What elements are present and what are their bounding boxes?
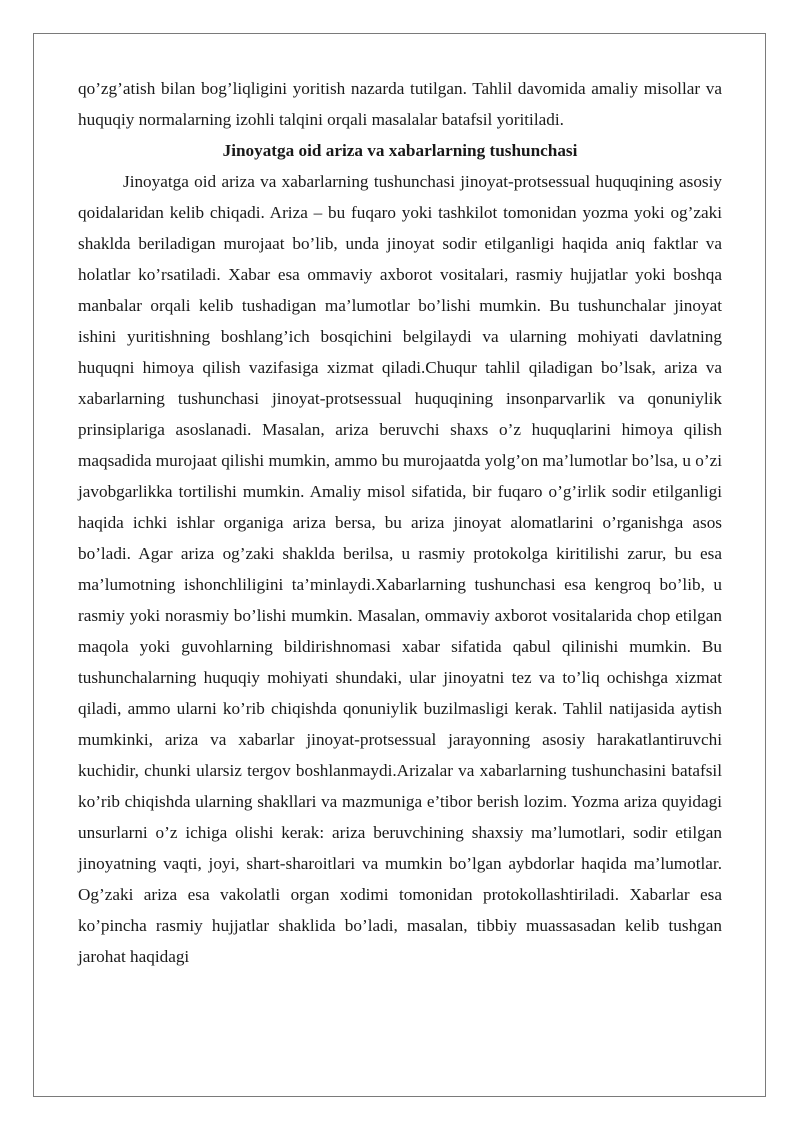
continuation-paragraph: qo’zg’atish bilan bog’liqligini yoritish nazarda tutilgan. Tahlil davomida amaliy misollar va huquqiy normalarning izohli talqini orqali masalalar batafsil yoritiladi. [78, 79, 722, 129]
document-body [78, 73, 722, 972]
section-heading: Jinoyatga oid ariza va xabarlarning tushunchasi [222, 141, 578, 160]
body-paragraph: Jinoyatga oid ariza va xabarlarning tushunchasi jinoyat-protsessual huquqining asosiy qoidalaridan kelib chiqadi. Ariza – bu fuqaro yoki tashkilot tomonidan yozma yoki og’zaki shaklda beriladigan murojaat bo’lib, unda jinoyat sodir etilganligi haqida aniq faktlar va holatlar ko’rsatiladi. Xabar esa ommaviy axborot vositalari, rasmiy hujjatlar yoki boshqa manbalar orqali kelib tushadigan ma’lumotlar bo’lishi mumkin. Bu tushunchalar jinoyat ishini yuritishning boshlang’ich bosqichini belgilaydi va ularning mohiyati davlatning huquqni himoya qilish vazifasiga xizmat qiladi.Chuqur tahlil qiladigan bo’lsak, ariza va xabarlarning tushunchasi jinoyat-protsessual huquqining insonparvarlik va qonuniylik prinsiplariga asoslanadi. Masalan, ariza beruvchi shaxs o’z huquqlarini himoya qilish maqsadida murojaat qilishi mumkin, ammo bu murojaatda yolg’on ma’lumotlar bo’lsa, u o’zi javobgarlikka tortilishi mumkin. Amaliy misol sifatida, bir fuqaro o’g’irlik sodir etilganligi haqida ichki ishlar organiga ariza bersa, bu ariza jinoyat alomatlarini o’rganishga asos bo’ladi. Agar ariza og’zaki shaklda berilsa, u rasmiy protokolga kiritilishi zarur, bu esa ma’lumotning ishonchliligini ta’minlaydi.Xabarlarning tushunchasi esa kengroq bo’lib, u rasmiy yoki norasmiy bo’lishi mumkin. Masalan, ommaviy axborot vositalarida chop etilgan maqola yoki guvohlarning bildirishnomasi xabar sifatida qabul qilinishi mumkin. Bu tushunchalarning huquqiy mohiyati shundaki, ular jinoyatni tez va to’liq ochishga xizmat qiladi, ammo ularni ko’rib chiqishda qonuniylik buzilmasligi kerak. Tahlil natijasida aytish mumkinki, ariza va xabarlar jinoyat-protsessual jarayonning asosiy harakatlantiruvchi kuchidir, chunki ularsiz tergov boshlanmaydi.Arizalar va xabarlarning tushunchasini batafsil ko’rib chiqishda ularning shakllari va mazmuniga e’tibor berish lozim. Yozma ariza quyidagi unsurlarni o’z ichiga olishi kerak: ariza beruvchining shaxsiy ma’lumotlari, sodir etilgan jinoyatning vaqti, joyi, shart-sharoitlari va mumkin bo’lgan aybdorlar haqida ma’lumotlar. Og’zaki ariza esa vakolatli organ xodimi tomonidan protokollashtiriladi. Xabarlar esa ko’pincha rasmiy hujjatlar shaklida bo’ladi, masalan, tibbiy muassasadan kelib tushgan jarohat haqidagi [78, 172, 722, 966]
